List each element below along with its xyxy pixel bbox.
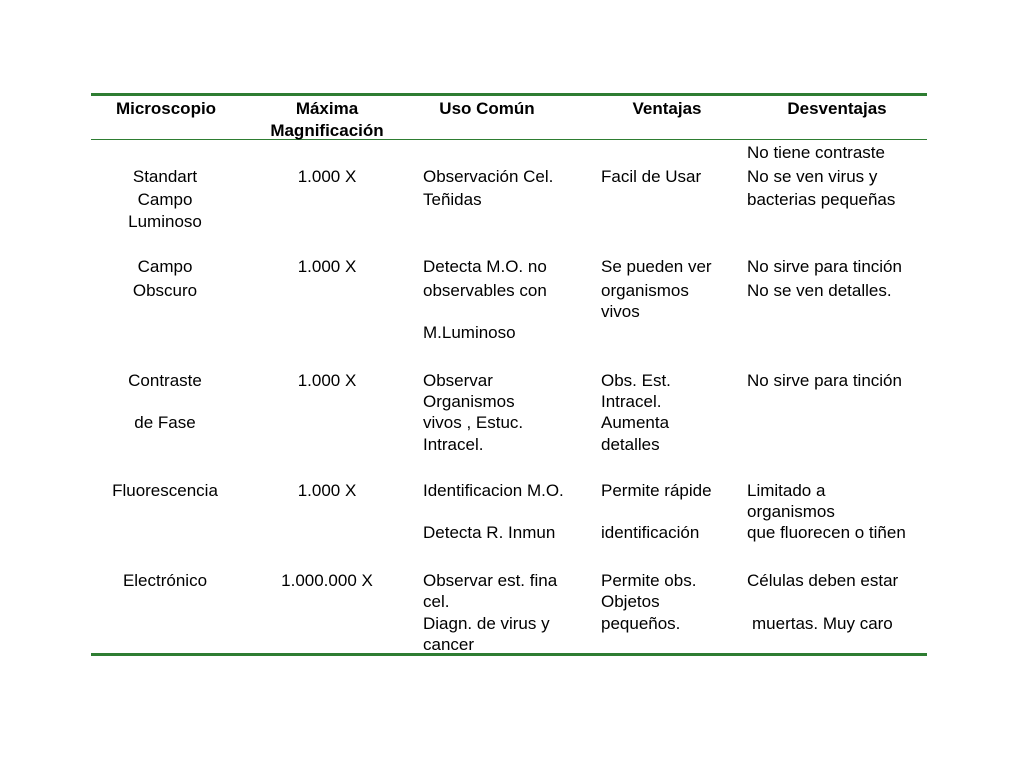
row4-uso-line1: Identificacion M.O. [423, 481, 564, 500]
row2-uso-line1: Detecta M.O. no [423, 257, 547, 276]
row4-ventajas-line1: Permite rápide [601, 481, 712, 500]
header-uso-comun: Uso Común [439, 99, 535, 118]
row5-uso-line2: cel. [423, 592, 450, 611]
row2-uso-line2: observables con [423, 281, 547, 300]
header-divider [91, 139, 927, 140]
row1-desventajas-line2: No se ven virus y [747, 167, 878, 186]
row2-uso-line3: M.Luminoso [423, 323, 516, 342]
header-desventajas: Desventajas [787, 99, 887, 118]
row1-uso-line2: Teñidas [423, 190, 482, 209]
row5-desventajas-line1: Células deben estar [747, 571, 899, 590]
row2-ventajas-line2: organismos [601, 281, 689, 300]
row3-uso-line4: Intracel. [423, 435, 484, 454]
row5-microscopio-line1: Electrónico [122, 571, 208, 590]
row4-magnificacion: 1.000 X [297, 481, 357, 500]
row1-microscopio-line3: Luminoso [128, 212, 202, 231]
row3-microscopio-line2: de Fase [134, 413, 196, 432]
row1-magnificacion: 1.000 X [297, 167, 357, 186]
row2-desventajas-line1: No sirve para tinción [747, 257, 902, 276]
row4-desventajas-line1: Limitado a [747, 481, 826, 500]
row4-desventajas-line2: organismos [747, 502, 835, 521]
row3-microscopio-line1: Contraste [128, 371, 202, 390]
row4-ventajas-line2: identificación [601, 523, 700, 542]
header-magnificacion: Magnificación [270, 121, 384, 140]
row3-uso-line1: Observar [423, 371, 493, 390]
row3-ventajas-line3: Aumenta [601, 413, 670, 432]
row5-uso-line3: Diagn. de virus y [423, 614, 550, 633]
row2-desventajas-line2: No se ven detalles. [747, 281, 892, 300]
row3-ventajas-line1: Obs. Est. [601, 371, 671, 390]
row2-ventajas-line3: vivos [601, 302, 640, 321]
row2-microscopio-line1: Campo [137, 257, 193, 276]
row3-uso-line2: Organismos [423, 392, 515, 411]
row1-uso-line1: Observación Cel. [423, 167, 554, 186]
row4-desventajas-line3: que fluorecen o tiñen [747, 523, 906, 542]
row2-magnificacion: 1.000 X [297, 257, 357, 276]
row3-ventajas-line4: detalles [601, 435, 660, 454]
row5-uso-line4: cancer [423, 635, 475, 654]
row2-microscopio-line2: Obscuro [132, 281, 198, 300]
row4-microscopio-line1: Fluorescencia [112, 481, 218, 500]
header-microscopio: Microscopio [115, 99, 217, 118]
row5-ventajas-line2: Objetos [601, 592, 660, 611]
row1-ventajas-line1: Facil de Usar [601, 167, 702, 186]
row3-uso-line3: vivos , Estuc. [423, 413, 524, 432]
row5-ventajas-line3: pequeños. [601, 614, 681, 633]
row1-microscopio-line2: Campo [137, 190, 193, 209]
row1-desventajas-line3: bacterias pequeñas [747, 190, 896, 209]
row3-desventajas-line1: No sirve para tinción [747, 371, 902, 390]
row1-desventajas-line1: No tiene contraste [747, 143, 885, 162]
header-ventajas: Ventajas [632, 99, 702, 118]
row2-ventajas-line1: Se pueden ver [601, 257, 712, 276]
row5-ventajas-line1: Permite obs. [601, 571, 697, 590]
row3-magnificacion: 1.000 X [297, 371, 357, 390]
row5-desventajas-line2: muertas. Muy caro [752, 614, 893, 633]
row3-ventajas-line2: Intracel. [601, 392, 662, 411]
row5-uso-line1: Observar est. fina [423, 571, 558, 590]
row5-magnificacion: 1.000.000 X [281, 571, 373, 590]
row1-microscopio-line1: Standart [132, 167, 198, 186]
row4-uso-line2: Detecta R. Inmun [423, 523, 556, 542]
header-maxima: Máxima [295, 99, 359, 118]
